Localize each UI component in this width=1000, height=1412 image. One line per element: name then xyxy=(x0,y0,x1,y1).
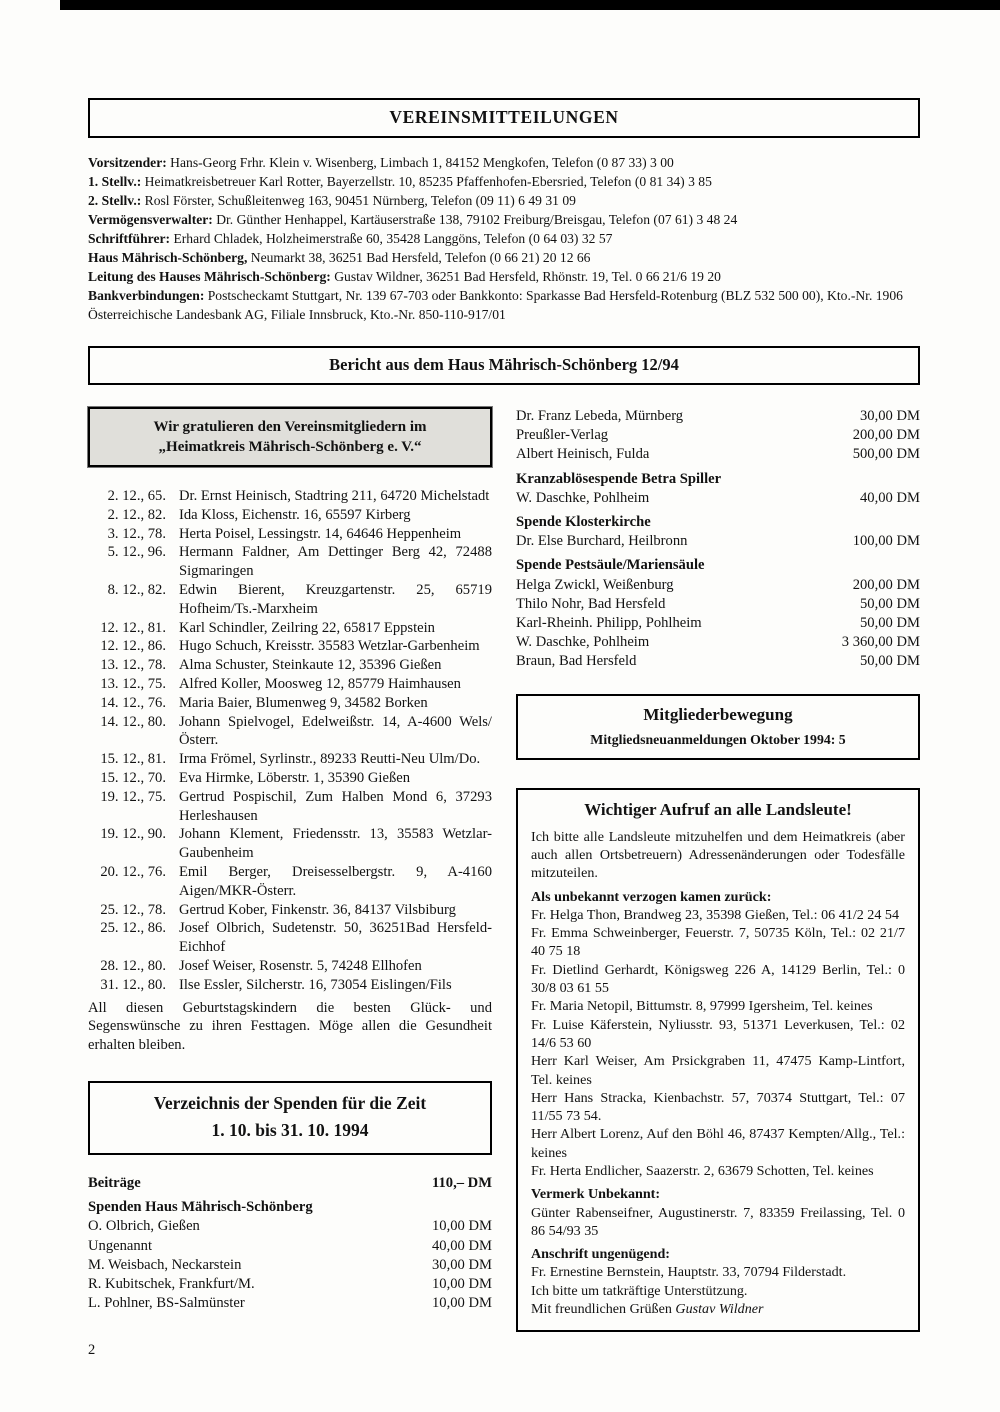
officer-label: Haus Mährisch-Schönberg, xyxy=(88,250,248,265)
insufficient-entry: Fr. Ernestine Bernstein, Hauptstr. 33, 70794 Filderstadt. xyxy=(531,1264,847,1281)
donation-name: Helga Zwickl, Weißenburg xyxy=(516,576,674,593)
returned-list xyxy=(531,906,905,1180)
returned-entry: Fr. Herta Endlicher, Saazerstr. 2, 63679 Schotten, Tel. keines xyxy=(531,1162,874,1179)
officers-block xyxy=(88,153,920,324)
birthday-text: Alma Schuster, Steinkaute 12, 35396 Gießen xyxy=(179,657,442,674)
birthday-date: 2. 12., 82. xyxy=(107,506,166,523)
donation-row xyxy=(516,652,920,671)
klosterkirche-list xyxy=(516,532,920,551)
birthday-text: Josef Weiser, Rosenstr. 5, 74248 Ellhofen xyxy=(179,957,422,974)
left-column xyxy=(88,407,492,1313)
birthday-row xyxy=(88,919,492,957)
donation-amount: 100,00 DM xyxy=(852,533,920,550)
birthday-row xyxy=(88,656,492,675)
page-content xyxy=(88,98,920,1332)
two-column-area xyxy=(88,407,920,1332)
report-title: Bericht aus dem Haus Mährisch-Schönberg 12/94 xyxy=(329,355,679,374)
birthday-date: 13. 12., 78. xyxy=(100,657,166,674)
insufficient-header: Anschrift ungenügend: xyxy=(531,1246,671,1263)
officer-label: Schriftführer: xyxy=(88,231,171,246)
right-column xyxy=(516,407,920,1332)
birthday-text: Alfred Koller, Moosweg 12, 85779 Haimhausen xyxy=(179,675,461,692)
birthday-row xyxy=(88,637,492,656)
birthday-row xyxy=(88,769,492,788)
returned-entry: Fr. Dietlind Gerhardt, Königsweg 226 A, 14129 Berlin, Tel.: 0 30/8 03 61 55 xyxy=(531,961,905,997)
birthday-text: Hugo Schuch, Kreisstr. 35583 Wetzlar-Garbenheim xyxy=(179,638,480,655)
birthday-text: Johann Spielvogel, Edelweißstr. 14, A-4600 Wels/Österr. xyxy=(179,713,492,749)
officer-line xyxy=(88,267,920,286)
donation-name: L. Pohlner, BS-Salmünster xyxy=(88,1295,245,1312)
donation-name: Dr. Franz Lebeda, Mürnberg xyxy=(516,408,684,424)
officer-text: Neumarkt 38, 36251 Bad Hersfeld, Telefon (0 66 21) 20 12 66 xyxy=(247,250,591,265)
donation-row xyxy=(88,1294,492,1313)
birthday-row xyxy=(88,825,492,863)
page-number: 2 xyxy=(88,1342,96,1358)
donation-name: W. Daschke, Pohlheim xyxy=(516,634,650,651)
returned-entry: Fr. Helga Thon, Brandweg 23, 35398 Gießen, Tel.: 06 41/2 24 54 xyxy=(531,906,900,923)
donation-name: O. Olbrich, Gießen xyxy=(88,1218,200,1235)
donation-row xyxy=(88,1237,492,1256)
appeal-closing: Ich bitte um tatkräftige Unterstützung. xyxy=(531,1282,748,1299)
membership-subtitle: Mitgliedsneuanmeldungen Oktober 1994: 5 xyxy=(590,731,846,747)
birthday-row xyxy=(88,976,492,995)
donation-amount: 50,00 DM xyxy=(860,615,920,632)
donation-name: Karl-Rheinh. Philipp, Pohlheim xyxy=(516,615,702,632)
birthday-text: Emil Berger, Dreisesselbergstr. 9, A-4160 Aigen/MKR-Österr. xyxy=(179,863,492,899)
donation-row xyxy=(516,614,920,633)
officer-label: Vorsitzender: xyxy=(88,155,167,170)
birthday-date: 25. 12., 86. xyxy=(100,920,166,937)
donation-amount: 40,00 DM xyxy=(432,1237,492,1254)
donation-name: Dr. Else Burchard, Heilbronn xyxy=(516,533,688,550)
donation-amount: 10,00 DM xyxy=(432,1218,492,1235)
contributions-row xyxy=(88,1174,492,1193)
donation-amount: 10,00 DM xyxy=(432,1275,492,1292)
birthday-text: Josef Olbrich, Sudetenstr. 50, 36251Bad Hersfeld-Eichhof xyxy=(179,920,492,956)
scan-edge-bar xyxy=(60,0,1000,10)
donation-name: R. Kubitschek, Frankfurt/M. xyxy=(88,1275,255,1292)
donation-name: Albert Heinisch, Fulda xyxy=(516,446,650,463)
officer-text: Heimatkreisbetreuer Karl Rotter, Bayerzellstr. 10, 85235 Pfaffenhofen-Ebersried, Telefon (0 81 34) 3 85 xyxy=(141,174,712,189)
donations-left-header: Spenden Haus Mährisch-Schönberg xyxy=(88,1199,313,1216)
report-title-box xyxy=(88,346,920,385)
birthday-text: Irma Frömel, Syrlinstr., 89233 Reutti-Neu Ulm/Do. xyxy=(179,751,481,768)
kranz-spende-list xyxy=(516,489,920,508)
birthday-text: Dr. Ernst Heinisch, Stadtring 211, 64720 Michelstadt xyxy=(179,488,490,504)
donation-amount: 200,00 DM xyxy=(852,576,920,593)
klosterkirche-header: Spende Klosterkirche xyxy=(516,514,651,531)
donation-row xyxy=(88,1256,492,1275)
birthday-row xyxy=(88,750,492,769)
donation-row xyxy=(516,426,920,445)
donation-amount: 40,00 DM xyxy=(860,489,920,506)
returned-entry: Fr. Luise Käferstein, Nyliusstr. 93, 51371 Leverkusen, Tel.: 02 14/6 53 60 xyxy=(531,1016,905,1051)
birthday-text: Johann Klement, Friedensstr. 13, 35583 Wetzlar-Gaubenheim xyxy=(179,826,492,862)
officer-line xyxy=(88,191,920,210)
birthday-text: Karl Schindler, Zeilring 22, 65817 Eppstein xyxy=(179,619,435,636)
unknown-header: Vermerk Unbekannt: xyxy=(531,1186,661,1203)
officer-label: Leitung des Hauses Mährisch-Schönberg: xyxy=(88,269,331,284)
donation-name: Preußler-Verlag xyxy=(516,427,609,444)
birthday-date: 8. 12., 82. xyxy=(107,581,166,598)
birthday-date: 28. 12., 80. xyxy=(100,957,166,974)
donation-amount: 10,00 DM xyxy=(432,1295,492,1312)
officer-text: Postscheckamt Stuttgart, Nr. 139 67-703 oder Bankkonto: Sparkasse Bad Hersfeld-Rotenburg (BLZ 532 500 00), Kto.-Nr. 1906 Österreichische Landesbank AG, Filiale Innsbruck, Kto.-Nr. 850-110-917/01 xyxy=(88,288,903,322)
birthday-text: Gertrud Pospischil, Zum Halben Mond 6, 37293 Herleshausen xyxy=(179,788,492,824)
membership-title: Mitgliederbewegung xyxy=(643,704,793,724)
donation-row xyxy=(516,489,920,508)
donation-amount: 50,00 DM xyxy=(860,595,920,612)
donation-name: Thilo Nohr, Bad Hersfeld xyxy=(516,595,666,612)
officer-line xyxy=(88,248,920,267)
birthday-date: 15. 12., 81. xyxy=(100,751,166,768)
birthday-date: 3. 12., 78. xyxy=(107,525,166,542)
donation-amount: 3 360,00 DM xyxy=(841,634,920,651)
officer-line xyxy=(88,229,920,248)
donations-title-line-2: 1. 10. bis 31. 10. 1994 xyxy=(211,1119,369,1140)
birthday-text: Ilse Essler, Silcherstr. 16, 73054 Eislingen/Fils xyxy=(179,976,452,993)
birthday-list xyxy=(88,487,492,995)
birthday-date: 12. 12., 86. xyxy=(100,638,166,655)
birthday-row xyxy=(88,788,492,826)
donation-amount: 50,00 DM xyxy=(860,653,920,670)
officer-line xyxy=(88,153,920,172)
birthday-text: Gertrud Kober, Finkenstr. 36, 84137 Vilsbiburg xyxy=(179,901,456,918)
officer-text: Hans-Georg Frhr. Klein v. Wisenberg, Limbach 1, 84152 Mengkofen, Telefon (0 87 33) 3 00 xyxy=(166,155,674,170)
membership-box xyxy=(516,694,920,760)
congrats-line-2: „Heimatkreis Mährisch-Schönberg e. V.“ xyxy=(158,439,422,455)
donation-amount: 30,00 DM xyxy=(860,408,920,424)
kranz-spende-header: Kranzablösespende Betra Spiller xyxy=(516,470,722,487)
unknown-entry: Günter Rabenseifner, Augustinerstr. 7, 83359 Freilassing, Tel. 0 86 54/93 35 xyxy=(531,1204,905,1239)
returned-entry: Herr Albert Lorenz, Auf den Böhl 46, 87437 Kempten/Allg., Tel.: keines xyxy=(531,1126,905,1161)
birthday-text: Hermann Faldner, Am Dettinger Berg 42, 72488 Sigmaringen xyxy=(179,544,492,580)
birthday-row xyxy=(88,957,492,976)
birthday-row xyxy=(88,675,492,694)
donation-row xyxy=(516,445,920,464)
birthday-row xyxy=(88,901,492,920)
birthday-date: 5. 12., 96. xyxy=(107,544,166,561)
donation-row xyxy=(88,1217,492,1236)
appeal-title: Wichtiger Aufruf an alle Landsleute! xyxy=(584,799,852,819)
contributions-amount: 110,– DM xyxy=(432,1174,492,1191)
birthday-date: 12. 12., 81. xyxy=(100,619,166,636)
returned-entry: Fr. Maria Netopil, Bittumstr. 8, 97999 Igersheim, Tel. keines xyxy=(531,998,873,1015)
returned-header: Als unbekannt verzogen kamen zurück: xyxy=(531,888,772,905)
donation-row xyxy=(516,576,920,595)
officer-line xyxy=(88,286,920,324)
officer-label: Vermögensverwalter: xyxy=(88,212,213,227)
birthday-text: Herta Poisel, Lessingstr. 14, 64646 Heppenheim xyxy=(179,525,462,542)
officer-line xyxy=(88,172,920,191)
donation-row xyxy=(516,532,920,551)
donation-amount: 30,00 DM xyxy=(432,1256,492,1273)
officer-label: Bankverbindungen: xyxy=(88,288,205,303)
birthday-date: 14. 12., 80. xyxy=(100,713,166,730)
donation-amount: 500,00 DM xyxy=(852,446,920,463)
donation-row xyxy=(516,633,920,652)
birthday-date: 20. 12., 76. xyxy=(100,863,166,880)
pestsaeule-list xyxy=(516,576,920,672)
signoff-text: Mit freundlichen Grüßen xyxy=(531,1301,676,1318)
donations-title-box xyxy=(88,1081,492,1155)
birthday-row xyxy=(88,581,492,619)
birthday-row xyxy=(88,487,492,506)
officer-label: 2. Stellv.: xyxy=(88,193,142,208)
birthday-text: Eva Hirmke, Löberstr. 1, 35390 Gießen xyxy=(179,769,411,786)
masthead-title: VEREINSMITTEILUNGEN xyxy=(389,107,619,127)
donation-row xyxy=(516,595,920,614)
birthday-text: Maria Baier, Blumenweg 9, 34582 Borken xyxy=(179,694,428,711)
appeal-box xyxy=(516,788,920,1333)
officer-text: Gustav Wildner, 36251 Bad Hersfeld, Rhönstr. 19, Tel. 0 66 21/6 19 20 xyxy=(330,269,721,284)
officer-line xyxy=(88,210,920,229)
birthday-date: 13. 12., 75. xyxy=(100,675,166,692)
pestsaeule-header: Spende Pestsäule/Mariensäule xyxy=(516,557,705,574)
birthday-date: 25. 12., 78. xyxy=(100,901,166,918)
officer-text: Dr. Günther Henhappel, Kartäuserstraße 138, 79102 Freiburg/Breisgau, Telefon (07 61) 3 48 24 xyxy=(212,212,738,227)
birthday-row xyxy=(88,543,492,581)
donation-row xyxy=(516,407,920,426)
congrats-box xyxy=(88,407,492,467)
returned-entry: Herr Hans Stracka, Kienbachstr. 57, 70374 Stuttgart, Tel.: 07 11/55 73 54. xyxy=(531,1089,905,1125)
birthday-text: Ida Kloss, Eichenstr. 16, 65597 Kirberg xyxy=(179,506,411,523)
officer-text: Erhard Chladek, Holzheimerstraße 60, 35428 Langgöns, Telefon (0 64 03) 32 57 xyxy=(170,231,613,246)
contributions-label: Beiträge xyxy=(88,1174,141,1191)
appeal-signoff xyxy=(531,1300,905,1318)
donation-name: M. Weisbach, Neckarstein xyxy=(88,1256,242,1273)
birthday-row xyxy=(88,713,492,751)
officer-label: 1. Stellv.: xyxy=(88,174,142,189)
donation-row xyxy=(88,1275,492,1294)
donation-name: W. Daschke, Pohlheim xyxy=(516,489,650,506)
congrats-line-1: Wir gratulieren den Vereinsmitgliedern im xyxy=(153,419,427,435)
birthday-note: All diesen Geburtstagskindern die besten Glück- und Segenswünsche zu ihren Festtagen. Möge allen die Gesundheit erhalten bleiben. xyxy=(88,999,492,1054)
birthday-date: 19. 12., 75. xyxy=(100,788,166,805)
donation-name: Ungenannt xyxy=(88,1237,153,1254)
birthday-row xyxy=(88,694,492,713)
donations-title-line-1: Verzeichnis der Spenden für die Zeit xyxy=(153,1092,427,1113)
donations-left-list xyxy=(88,1217,492,1313)
returned-entry: Fr. Emma Schweinberger, Feuerstr. 7, 50735 Köln, Tel.: 02 21/7 40 75 18 xyxy=(531,925,905,960)
birthday-date: 15. 12., 70. xyxy=(100,769,166,786)
donation-amount: 200,00 DM xyxy=(852,427,920,444)
birthday-date: 19. 12., 90. xyxy=(100,826,166,843)
returned-entry: Herr Karl Weiser, Am Prsickgraben 11, 47475 Kamp-Lintfort, Tel. keines xyxy=(531,1053,905,1088)
birthday-date: 31. 12., 80. xyxy=(100,976,166,993)
officer-text: Rosl Förster, Schußleitenweg 163, 90451 Nürnberg, Telefon (09 11) 6 49 31 09 xyxy=(141,193,576,208)
birthday-row xyxy=(88,525,492,544)
birthday-date: 14. 12., 76. xyxy=(100,694,166,711)
donation-name: Braun, Bad Hersfeld xyxy=(516,653,637,670)
masthead-box xyxy=(88,98,920,138)
appeal-intro: Ich bitte alle Landsleute mitzuhelfen und dem Heimatkreis (aber auch allen Ortsbetreuern) Adressenänderungen oder Todesfälle mitzuteilen. xyxy=(531,828,905,882)
donations-right-top-list xyxy=(516,407,920,465)
birthday-text: Edwin Bierent, Kreuzgartenstr. 25, 65719 Hofheim/Ts.-Marxheim xyxy=(179,581,492,617)
birthday-row xyxy=(88,506,492,525)
birthday-row xyxy=(88,619,492,638)
birthday-row xyxy=(88,863,492,901)
birthday-date: 2. 12., 65. xyxy=(107,488,166,504)
signature-name: Gustav Wildner xyxy=(675,1301,764,1318)
